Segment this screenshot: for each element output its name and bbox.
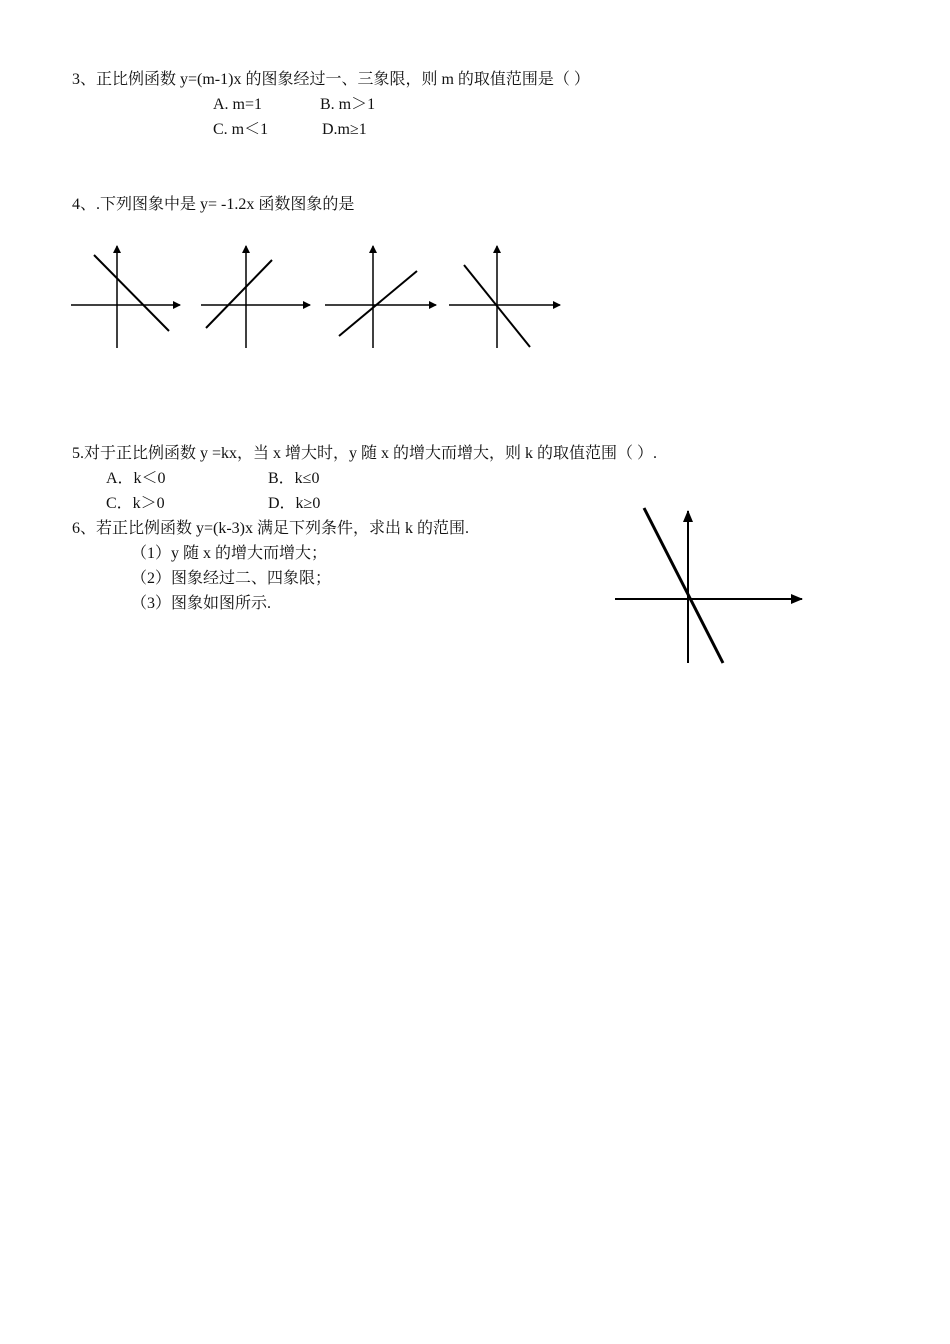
q3-option-a: A. m=1 bbox=[213, 96, 263, 113]
q6-item-2: （2）图象经过二、四象限； bbox=[131, 570, 332, 587]
q5-option-b: B．k≤0 bbox=[268, 470, 320, 487]
q6-stem: 6、若正比例函数 y=(k-3)x 满足下列条件，求出 k 的范围. bbox=[72, 520, 470, 537]
function-line bbox=[644, 508, 723, 663]
q4-graph-1 bbox=[68, 240, 188, 355]
function-line bbox=[94, 255, 169, 331]
q5-option-a: A．k＜0 bbox=[106, 470, 166, 487]
function-line bbox=[206, 260, 272, 328]
q4-graph-2 bbox=[198, 240, 318, 355]
function-line bbox=[339, 271, 417, 336]
q3-option-c: C. m＜1 bbox=[213, 121, 269, 138]
q5-option-c: C．k＞0 bbox=[106, 495, 165, 512]
q6-item-1: （1）y 随 x 的增大而增大； bbox=[131, 545, 328, 562]
q5-stem: 5.对于正比例函数 y =kx，当 x 增大时，y 随 x 的增大而增大，则 k 的取值范围（ ）. bbox=[72, 445, 658, 462]
q3-option-b: B. m＞1 bbox=[320, 96, 376, 113]
q5-option-d: D．k≥0 bbox=[268, 495, 321, 512]
q6-graph bbox=[612, 505, 812, 665]
q4-graph-4 bbox=[446, 240, 566, 355]
q4-graph-3 bbox=[322, 240, 442, 355]
q3-option-d: D.m≥1 bbox=[322, 121, 367, 138]
q6-item-3: （3）图象如图所示. bbox=[131, 595, 272, 612]
q4-stem: 4、.下列图象中是 y= -1.2x 函数图象的是 bbox=[72, 196, 355, 213]
q3-stem: 3、正比例函数 y=(m-1)x 的图象经过一、三象限，则 m 的取值范围是（ ） bbox=[72, 71, 590, 88]
